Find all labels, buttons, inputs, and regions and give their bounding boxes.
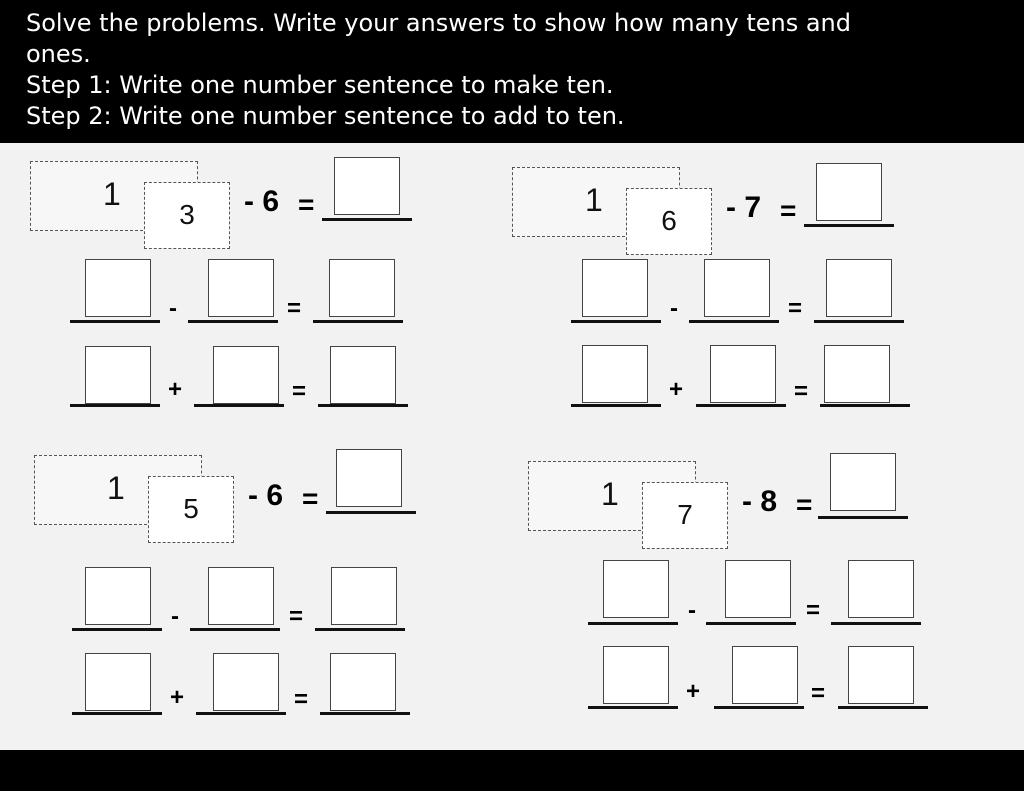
answer-box-ten[interactable] xyxy=(329,259,395,317)
answer-blank xyxy=(320,712,410,715)
equals-sign: = xyxy=(287,295,302,322)
answer-blank xyxy=(196,712,286,715)
answer-blank xyxy=(706,622,796,625)
answer-box-ten-addend[interactable] xyxy=(603,646,669,704)
answer-blank xyxy=(571,320,661,323)
answer-blank xyxy=(588,706,678,709)
tens-digit: 1 xyxy=(601,476,619,512)
instruction-step-1: Step 1: Write one number sentence to make ten. xyxy=(26,71,614,99)
answer-blank xyxy=(322,218,412,221)
answer-box-sum[interactable] xyxy=(330,346,396,404)
answer-box-subtrahend[interactable] xyxy=(208,567,274,625)
answer-box-subtrahend[interactable] xyxy=(704,259,770,317)
plus-sign: + xyxy=(686,678,701,705)
answer-box-subtrahend[interactable] xyxy=(725,560,791,618)
answer-box-difference[interactable] xyxy=(336,449,402,507)
minus-sign: - xyxy=(688,597,696,624)
answer-blank xyxy=(814,320,904,323)
answer-box-minuend[interactable] xyxy=(85,259,151,317)
answer-blank xyxy=(571,404,661,407)
equals-sign: = xyxy=(302,483,319,514)
answer-box-ten[interactable] xyxy=(848,560,914,618)
answer-blank xyxy=(818,516,908,519)
problem-2 xyxy=(512,167,932,447)
answer-blank xyxy=(820,404,910,407)
problem-4 xyxy=(528,461,948,741)
answer-blank xyxy=(318,404,408,407)
answer-blank xyxy=(714,706,804,709)
answer-blank xyxy=(190,628,280,631)
ones-digit: 6 xyxy=(661,205,677,236)
plus-sign: + xyxy=(669,376,684,403)
equals-sign: = xyxy=(806,597,821,624)
tens-digit: 1 xyxy=(103,176,121,212)
problem-1 xyxy=(30,161,450,441)
answer-blank xyxy=(70,404,160,407)
answer-blank xyxy=(313,320,403,323)
answer-box-ones-addend[interactable] xyxy=(710,345,776,403)
answer-blank xyxy=(72,712,162,715)
instruction-step-2: Step 2: Write one number sentence to add to ten. xyxy=(26,102,625,130)
answer-box-ten[interactable] xyxy=(331,567,397,625)
subtract-number: - 6 xyxy=(248,479,284,512)
tens-digit: 1 xyxy=(107,470,125,506)
answer-box-sum[interactable] xyxy=(848,646,914,704)
answer-box-sum[interactable] xyxy=(824,345,890,403)
answer-blank xyxy=(831,622,921,625)
answer-box-minuend[interactable] xyxy=(582,259,648,317)
subtract-number: - 8 xyxy=(742,485,778,518)
answer-blank xyxy=(689,320,779,323)
answer-blank xyxy=(188,320,278,323)
answer-blank xyxy=(194,404,284,407)
ones-card[interactable] xyxy=(144,182,230,249)
answer-box-ones-addend[interactable] xyxy=(213,653,279,711)
answer-blank xyxy=(315,628,405,631)
footer-bar xyxy=(0,750,1024,791)
answer-blank xyxy=(72,628,162,631)
equals-sign: = xyxy=(794,378,809,405)
problem-3 xyxy=(34,455,454,735)
answer-box-difference[interactable] xyxy=(334,157,400,215)
plus-sign: + xyxy=(170,684,185,711)
plus-sign: + xyxy=(168,376,183,403)
ones-digit: 5 xyxy=(183,493,199,524)
answer-box-difference[interactable] xyxy=(830,453,896,511)
ones-card[interactable] xyxy=(642,482,728,549)
answer-box-ten[interactable] xyxy=(826,259,892,317)
instruction-line-2: ones. xyxy=(26,40,91,68)
answer-box-ten-addend[interactable] xyxy=(85,653,151,711)
answer-blank xyxy=(838,706,928,709)
answer-box-ones-addend[interactable] xyxy=(213,346,279,404)
answer-box-sum[interactable] xyxy=(330,653,396,711)
equals-sign: = xyxy=(788,295,803,322)
answer-box-minuend[interactable] xyxy=(85,567,151,625)
tens-digit: 1 xyxy=(585,182,603,218)
equals-sign: = xyxy=(298,189,315,220)
equals-sign: = xyxy=(811,680,826,707)
equals-sign: = xyxy=(289,603,304,630)
worksheet-area xyxy=(0,143,1024,750)
equals-sign: = xyxy=(292,378,307,405)
minus-sign: - xyxy=(169,295,177,322)
answer-blank xyxy=(588,622,678,625)
answer-blank xyxy=(70,320,160,323)
answer-box-ten-addend[interactable] xyxy=(582,345,648,403)
answer-blank xyxy=(696,404,786,407)
equals-sign: = xyxy=(796,489,813,520)
subtract-number: - 7 xyxy=(726,191,762,224)
minus-sign: - xyxy=(171,603,179,630)
answer-box-ten-addend[interactable] xyxy=(85,346,151,404)
instruction-line-1: Solve the problems. Write your answers to show how many tens and xyxy=(26,9,851,37)
answer-box-ones-addend[interactable] xyxy=(732,646,798,704)
ones-digit: 7 xyxy=(677,499,693,530)
ones-card[interactable] xyxy=(148,476,234,543)
subtract-number: - 6 xyxy=(244,185,280,218)
equals-sign: = xyxy=(780,195,797,226)
ones-digit: 3 xyxy=(179,199,195,230)
minus-sign: - xyxy=(670,295,678,322)
instructions-banner xyxy=(0,0,1024,143)
ones-card[interactable] xyxy=(626,188,712,255)
answer-blank xyxy=(804,224,894,227)
answer-box-minuend[interactable] xyxy=(603,560,669,618)
answer-box-subtrahend[interactable] xyxy=(208,259,274,317)
answer-blank xyxy=(326,511,416,514)
answer-box-difference[interactable] xyxy=(816,163,882,221)
equals-sign: = xyxy=(294,686,309,713)
